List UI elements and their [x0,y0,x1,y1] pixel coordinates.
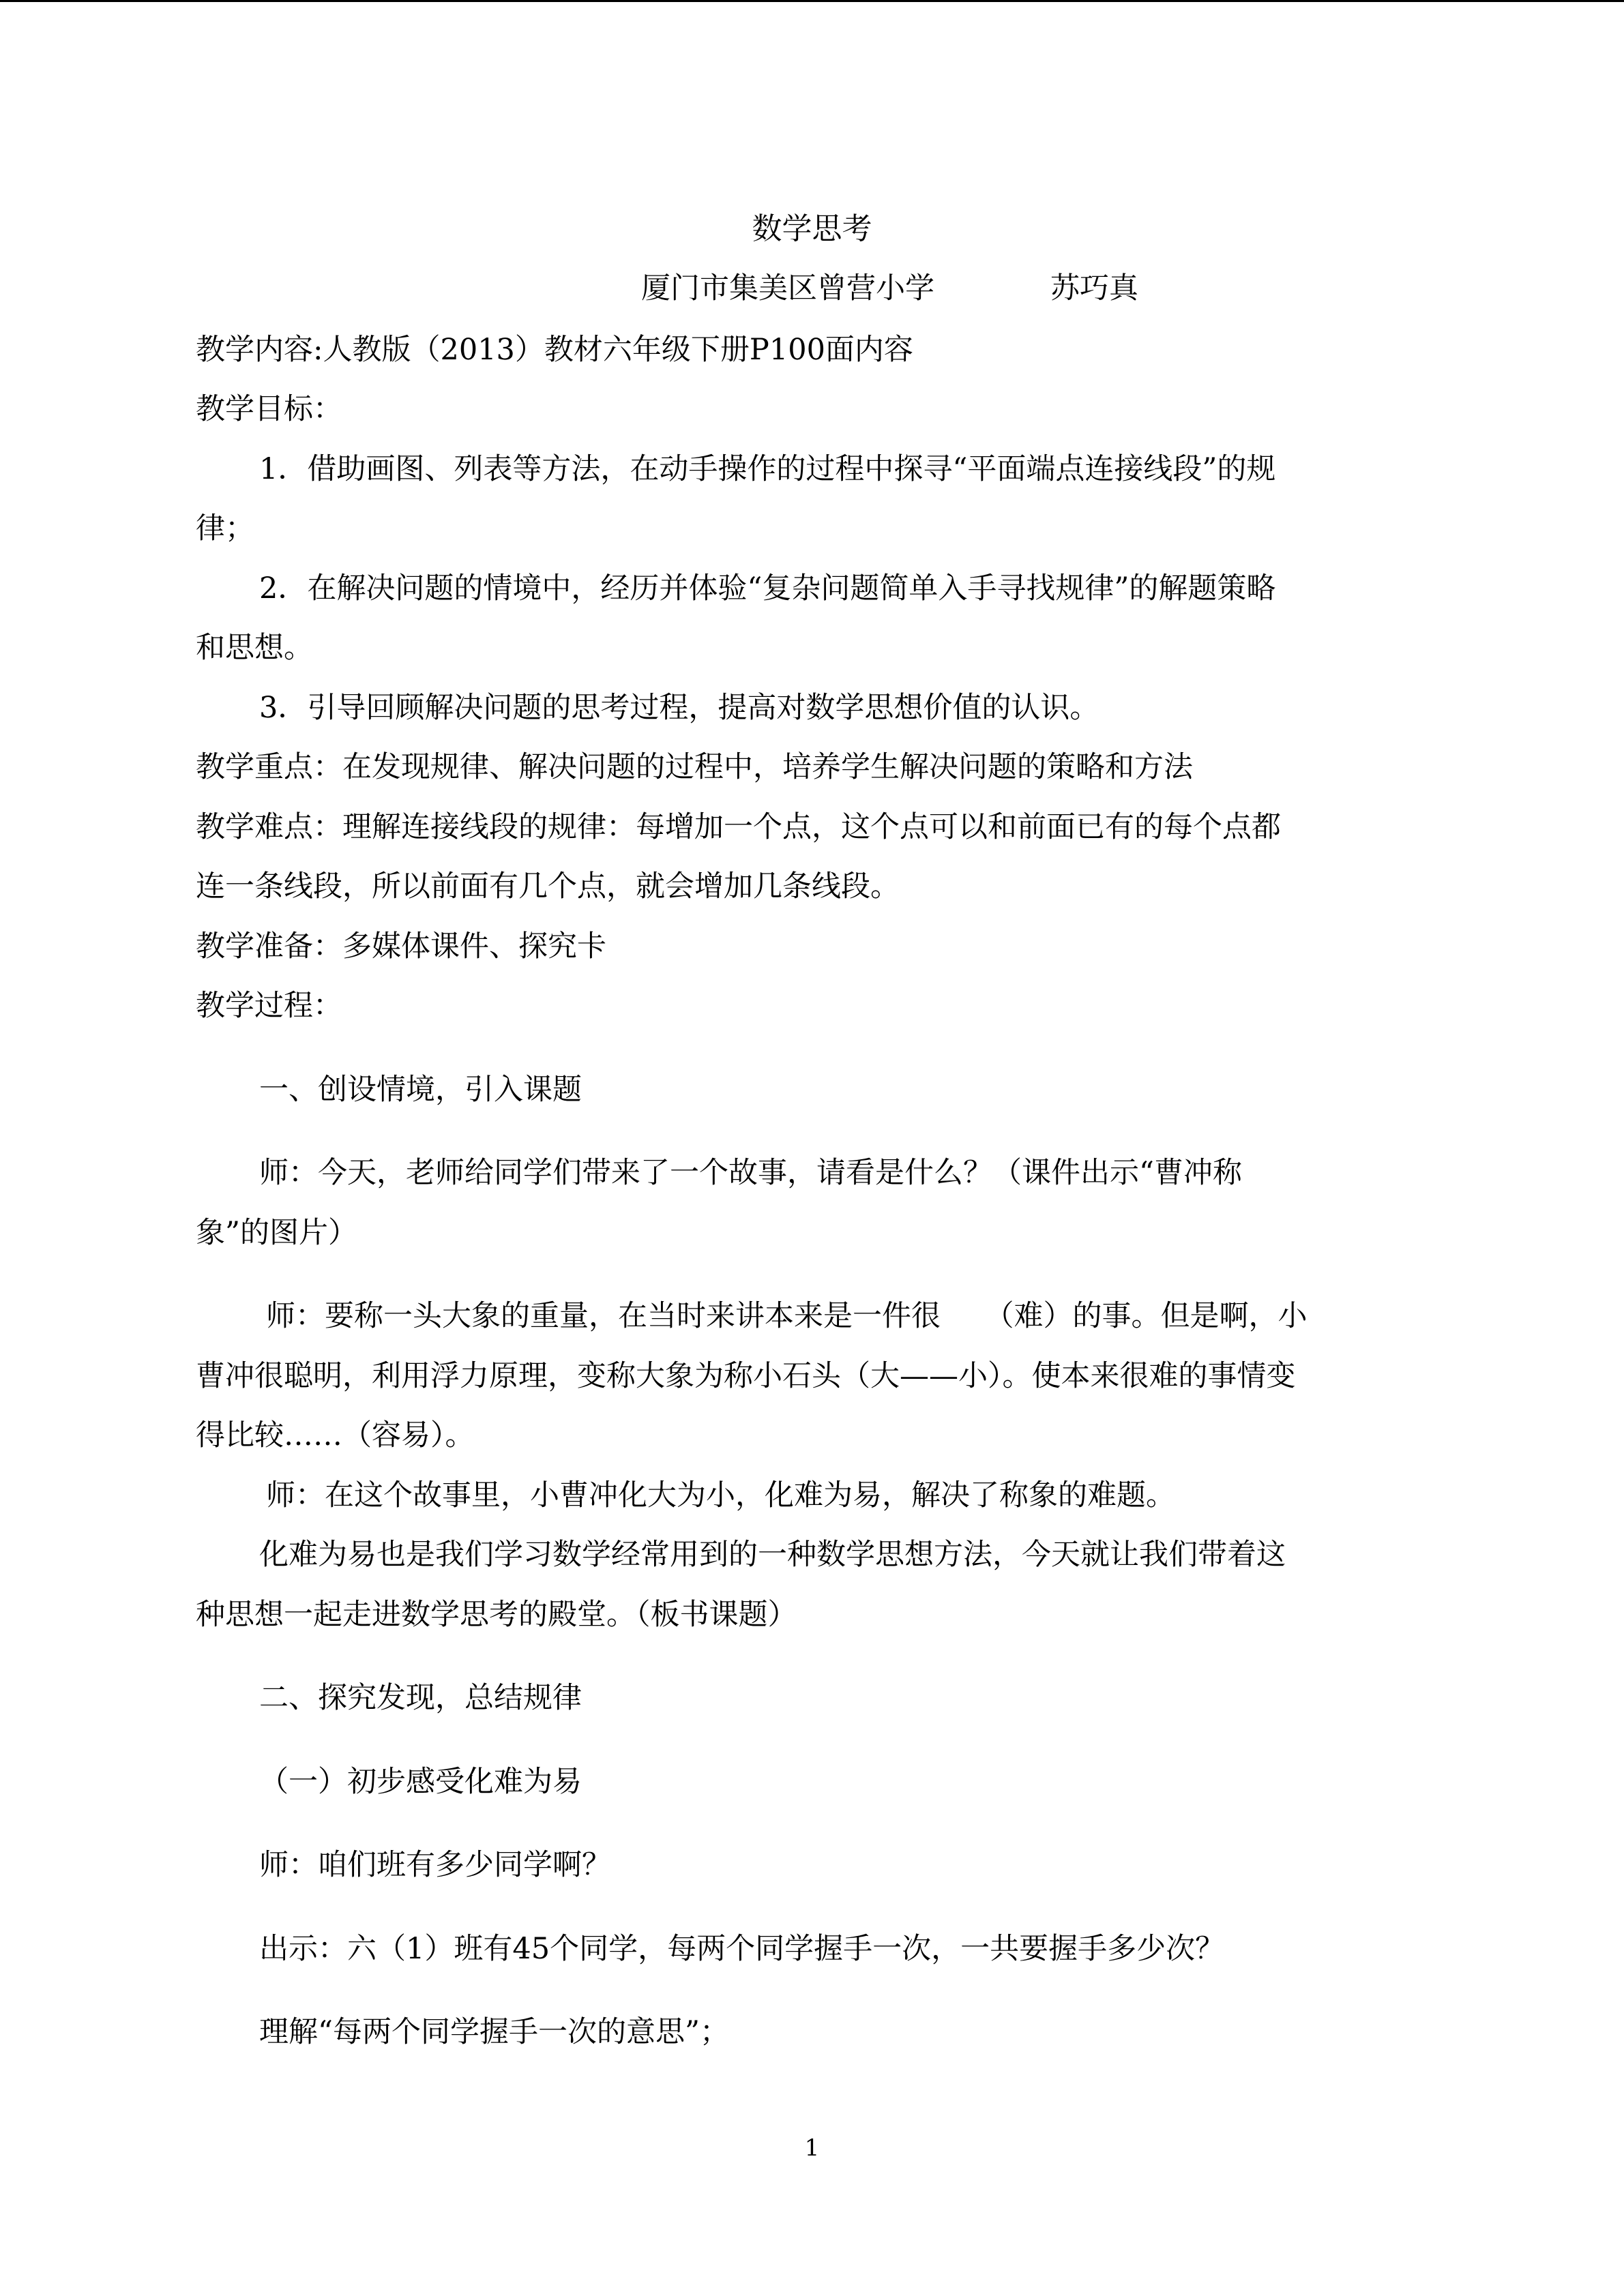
author-name: 苏巧真 [1050,271,1138,305]
teaching-difficulty-continued: 连一条线段，所以前面有几个点，就会增加几条线段。 [196,869,900,904]
teaching-difficulty: 教学难点：理解连接线段的规律：每增加一个点，这个点可以和前面已有的每个点都 [196,810,1281,844]
page-number: 1 [804,2134,820,2162]
teaching-preparation: 教学准备：多媒体课件、探究卡 [196,929,606,964]
goal-2-continued: 和思想。 [196,631,313,665]
goal-3: 3．引导回顾解决问题的思考过程，提高对数学思想价值的认识。 [259,691,1099,725]
page-top-border [0,0,1624,2]
teacher-question: 师：咱们班有多少同学啊？ [259,1848,611,1882]
paragraph-line: 化难为易也是我们学习数学经常用到的一种数学思想方法，今天就让我们带着这 [259,1538,1286,1572]
teacher-line-2-end: 得比较……（容易）。 [196,1418,475,1452]
section-2-heading: 二、探究发现，总结规律 [259,1681,582,1715]
paragraph-line-continued: 种思想一起走进数学思考的殿堂。（板书课题） [196,1598,797,1632]
teaching-process-heading: 教学过程： [196,989,342,1023]
teacher-line-2-continued: 曹冲很聪明，利用浮力原理，变称大象为称小石头（大——小）。使本来很难的事情变 [196,1359,1296,1393]
author-school: 厦门市集美区曾营小学 [641,271,934,305]
teaching-focus: 教学重点：在发现规律、解决问题的过程中，培养学生解决问题的策略和方法 [196,750,1193,784]
teacher-line-1-continued: 象”的图片） [196,1216,357,1250]
teaching-content: 教学内容:人教版（2013）教材六年级下册P100面内容 [196,333,913,367]
document-title: 数学思考 [752,211,872,246]
problem-statement: 出示：六（1）班有45个同学，每两个同学握手一次，一共要握手多少次？ [259,1932,1225,1966]
subsection-1-heading: （一）初步感受化难为易 [259,1765,582,1799]
teacher-line-1: 师：今天，老师给同学们带来了一个故事，请看是什么？（课件出示“曹冲称 [259,1156,1242,1190]
understanding-note: 理解“每两个同学握手一次的意思”； [259,2015,729,2049]
teaching-goals-heading: 教学目标： [196,392,342,426]
goal-1-continued: 律； [196,511,254,546]
teacher-line-2: 师：要称一头大象的重量，在当时来讲本来是一件很 （难）的事。但是啊，小 [266,1299,1308,1333]
section-1-heading: 一、创设情境，引入课题 [259,1073,582,1107]
teacher-line-3: 师：在这个故事里，小曹冲化大为小，化难为易，解决了称象的难题。 [266,1478,1175,1512]
goal-1: 1．借助画图、列表等方法，在动手操作的过程中探寻“平面端点连接线段”的规 [259,452,1276,486]
goal-2: 2．在解决问题的情境中，经历并体验“复杂问题简单入手寻找规律”的解题策略 [259,571,1276,606]
